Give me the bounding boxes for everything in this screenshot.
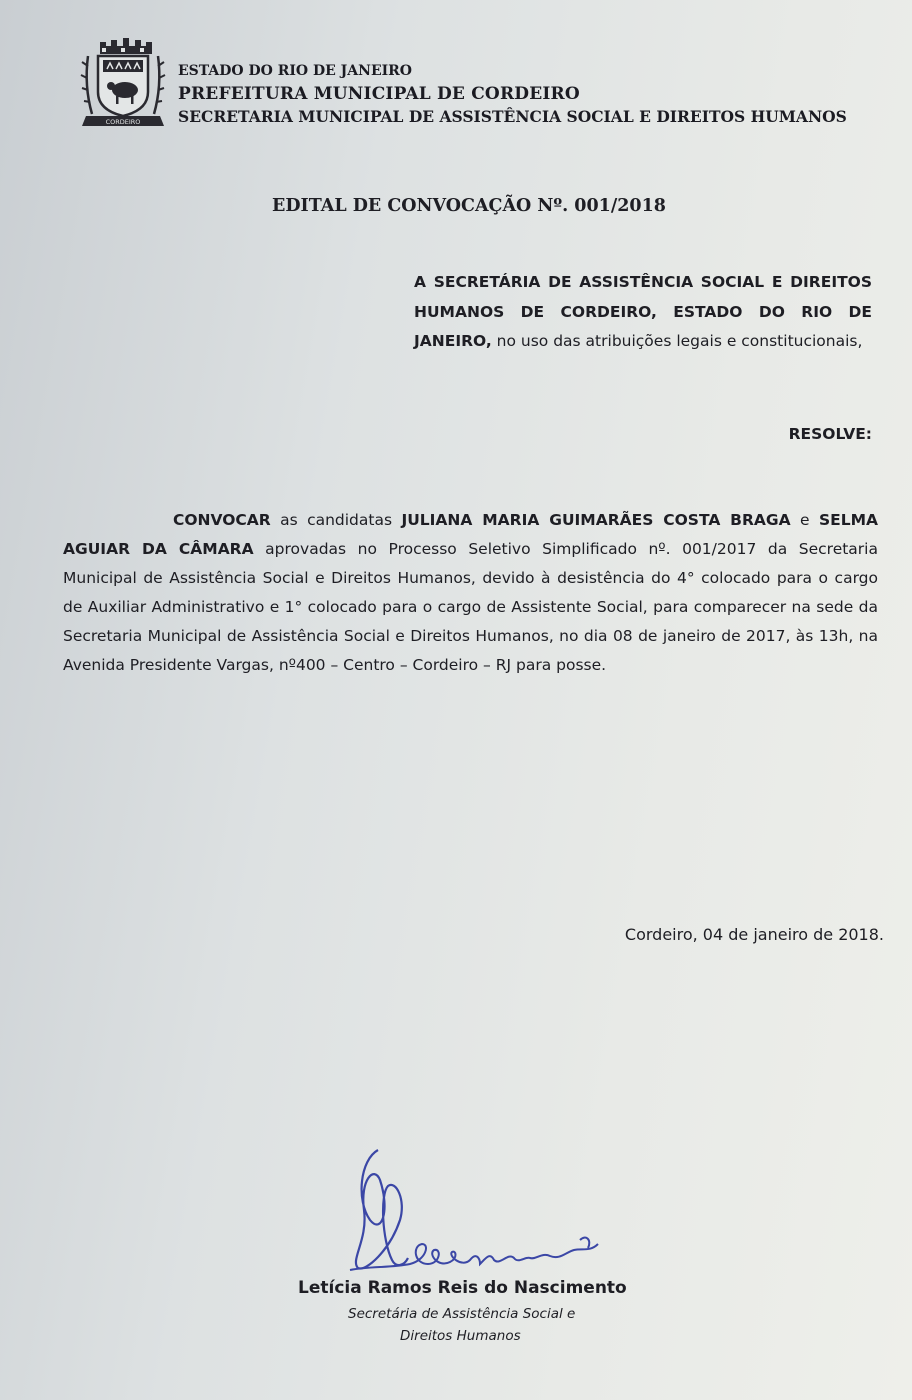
body-paragraph [63, 506, 878, 680]
document-title: EDITAL DE CONVOCAÇÃO Nº. 001/2018 [272, 196, 666, 216]
signatory-role-line2: Direitos Humanos [400, 1328, 521, 1344]
signatory-name: Letícia Ramos Reis do Nascimento [298, 1278, 627, 1298]
handwritten-signature [330, 1140, 620, 1290]
preamble-bold-text: A SECRETÁRIA DE ASSISTÊNCIA SOCIAL E DIREITOS HUMANOS DE CORDEIRO, ESTADO DO RIO DE JANEIRO, [414, 273, 872, 350]
coat-of-arms-logo [80, 36, 166, 128]
body-text-1: as candidatas [270, 511, 402, 529]
header-state-line: ESTADO DO RIO DE JANEIRO [178, 63, 412, 79]
body-text-3: aprovadas no Processo Seletivo Simplificado nº. 001/2017 da Secretaria Municipal de Assistência Social e Direitos Humanos, devido à desistência do 4° colocado para o cargo de Auxiliar Administrativo e 1° colocado para o cargo de Assistente Social, para comparecer na sede da Secretaria Municipal de Assistência Social e Direitos Humanos, no dia 08 de janeiro de 2017, às 13h, na Avenida Presidente Vargas, nº400 – Centro – Cordeiro – RJ para posse. [63, 540, 878, 674]
candidate-name-1: JULIANA MARIA GUIMARÃES COSTA BRAGA [401, 511, 791, 529]
candidate-name-2: SELMA AGUIAR DA CÂMARA [63, 511, 878, 558]
header-prefecture-line: PREFEITURA MUNICIPAL DE CORDEIRO [178, 84, 580, 104]
preamble-paragraph [414, 268, 872, 357]
preamble-text: no uso das atribuições legais e constitucionais, [491, 332, 863, 350]
signatory-role-line1: Secretária de Assistência Social e [348, 1306, 576, 1322]
date-line: Cordeiro, 04 de janeiro de 2018. [624, 925, 884, 944]
convocar-verb: CONVOCAR [173, 511, 271, 529]
header-secretariat-line: SECRETARIA MUNICIPAL DE ASSISTÊNCIA SOCIAL E DIREITOS HUMANOS [178, 107, 847, 126]
resolve-heading: RESOLVE: [788, 425, 872, 443]
crest-ribbon-text: CORDEIRO [105, 118, 141, 126]
body-text-2: e [790, 511, 819, 529]
